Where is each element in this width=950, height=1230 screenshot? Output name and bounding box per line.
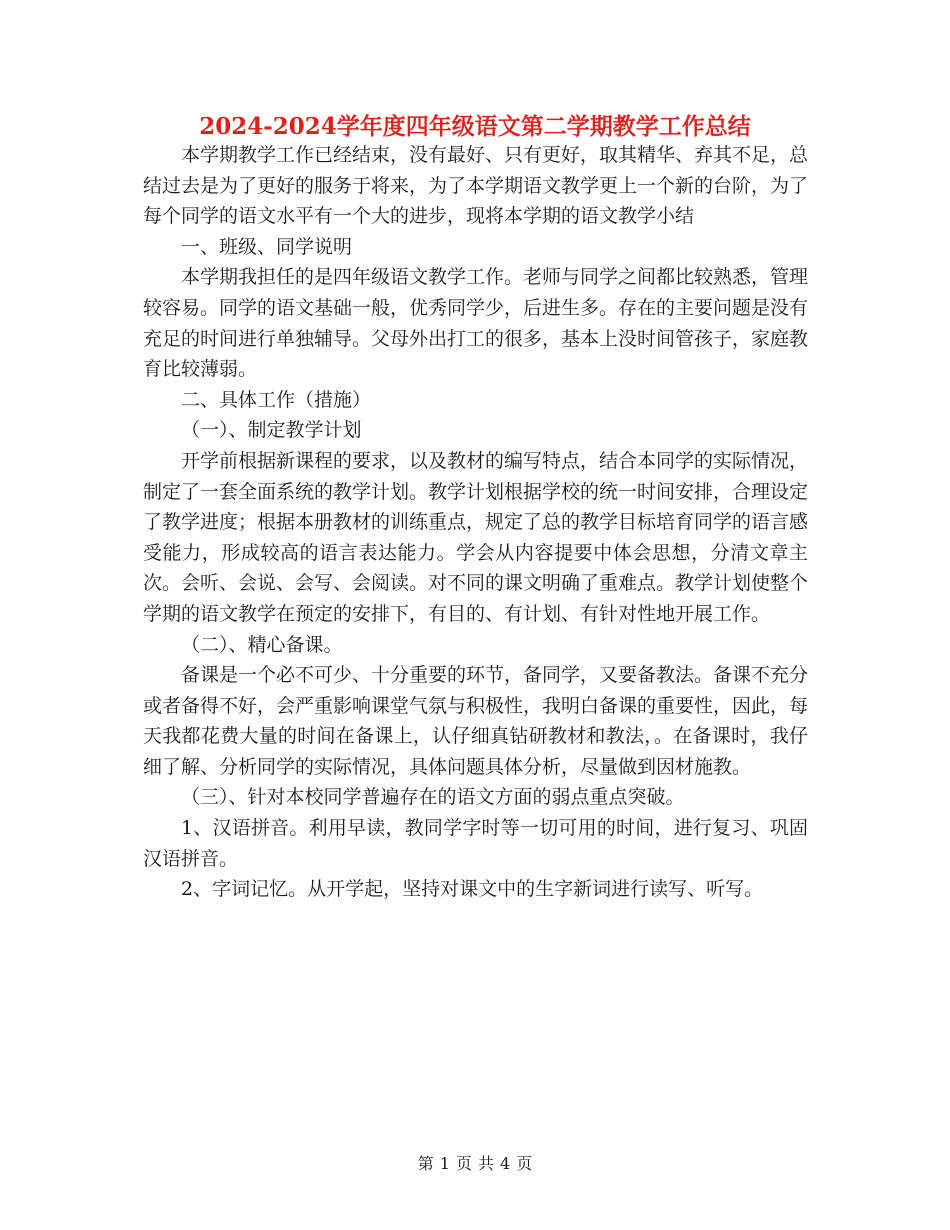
paragraph-pinyin: 1、汉语拼音。利用早读，教同学字时等一切可用的时间，进行复习、巩固汉语拼音。	[143, 817, 808, 870]
footer-label-unit-2: 页	[516, 1154, 533, 1173]
paragraph-class-description: 本学期我担任的是四年级语文教学工作。老师与同学之间都比较熟悉，管理较容易。同学的语文基础一般，优秀同学少，后进生多。存在的主要问题是没有充足的时间进行单独辅导。父母外出打工的很多，基本上没时间管孩子，家庭教育比较薄弱。	[143, 266, 809, 381]
footer-label-unit: 页	[455, 1154, 472, 1173]
footer-label-page: 第	[417, 1154, 434, 1173]
section-heading-class: 一、班级、同学说明	[181, 235, 353, 258]
subsection-heading-plan: （一）、制定教学计划	[181, 419, 362, 442]
document-body	[143, 140, 808, 905]
subsection-heading-prepare: （二）、精心备课。	[181, 633, 343, 656]
subsection-heading-weakness: （三）、针对本校同学普遍存在的语文方面的弱点重点突破。	[181, 786, 685, 809]
footer-label-total: 共	[478, 1154, 495, 1173]
paragraph-prepare: 备课是一个必不可少、十分重要的环节，备同学，又要备教法。备课不充分或者备得不好，会严重影响课堂气氛与积极性，我明白备课的重要性，因此，每天我都花费大量的时间在备课上，认仔细真钻研教材和教法，。在备课时，我仔细了解、分析同学的实际情况，具体问题具体分析，尽量做到因材施教。	[143, 664, 809, 778]
page-footer	[0, 1153, 950, 1175]
paragraph-intro: 本学期教学工作已经结束，没有最好、只有更好，取其精华、弃其不足，总结过去是为了更好的服务于将来，为了本学期语文教学更上一个新的台阶，为了每个同学的语文水平有一个大的进步，现将本学期的语文教学小结	[143, 144, 809, 228]
section-heading-work: 二、具体工作（措施）	[181, 388, 372, 411]
footer-total-pages: 4	[500, 1154, 511, 1173]
paragraph-plan: 开学前根据新课程的要求，以及教材的编写特点，结合本同学的实际情况，制定了一套全面系统的教学计划。教学计划根据学校的统一时间安排，合理设定了教学进度；根据本册教材的训练重点，规定了总的教学目标培育同学的语言感受能力，形成较高的语言表达能力。学会从内容提要中体会思想，分清文章主次。会听、会说、会写、会阅读。对不同的课文明确了重难点。教学计划使整个学期的语文教学在预定的安排下，有目的、有计划、有针对性地开展工作。	[143, 449, 809, 625]
document-title: 2024-2024学年度四年级语文第二学期教学工作总结	[199, 113, 751, 140]
paragraph-vocabulary: 2、字词记忆。从开学起，坚持对课文中的生字新词进行读写、听写。	[181, 878, 764, 901]
footer-current-page: 1	[439, 1154, 450, 1173]
